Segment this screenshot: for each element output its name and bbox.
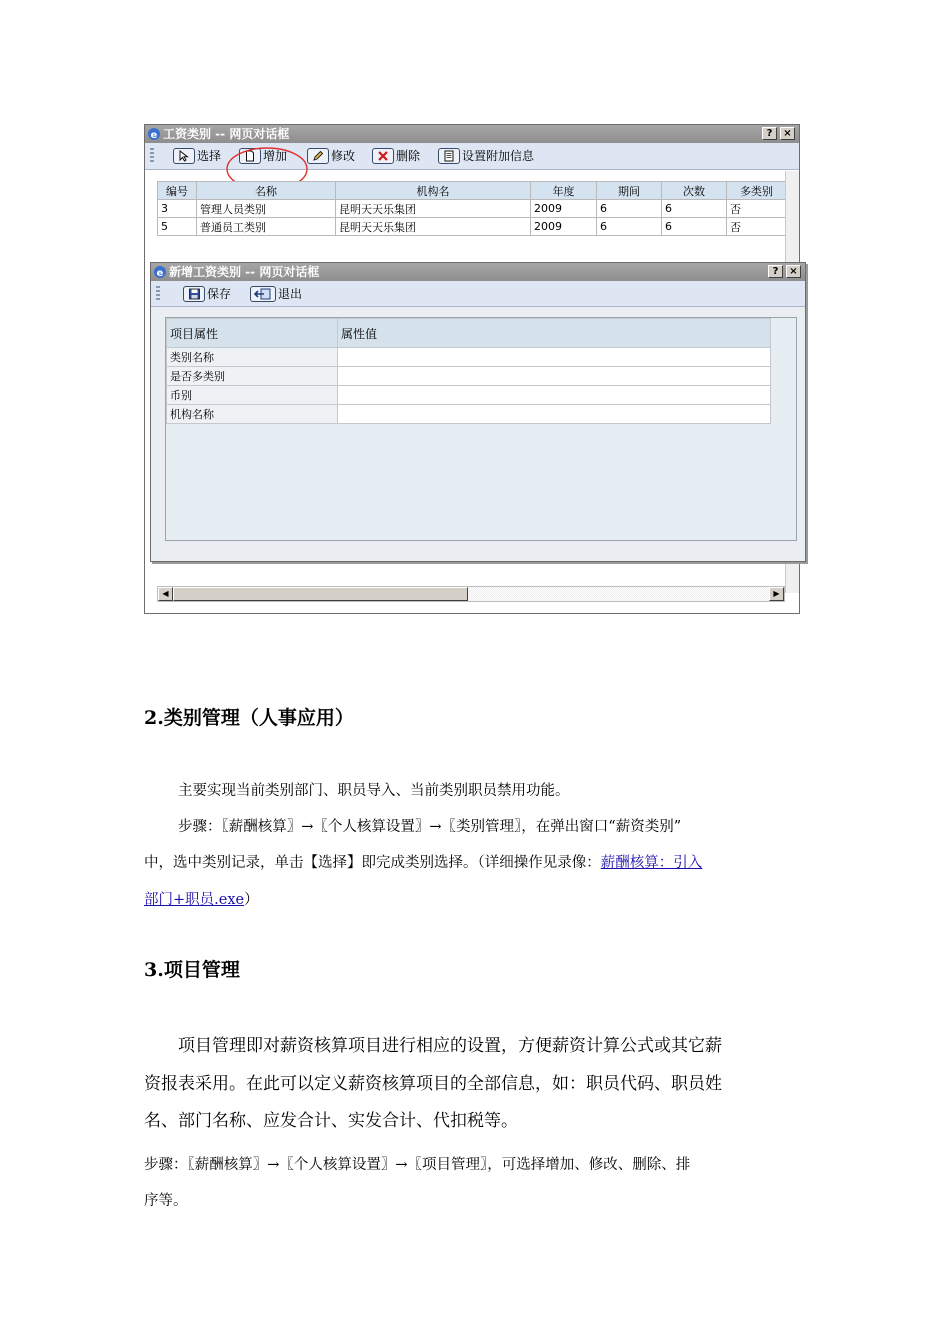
close-paren: ）	[244, 892, 259, 908]
new-dialog-toolbar	[151, 281, 805, 307]
attribute-row	[167, 386, 771, 405]
new-dialog-title: 新增工资类别 -- 网页对话框	[169, 265, 320, 279]
cell-count: 6	[662, 200, 727, 218]
col-header[interactable]: 名称	[197, 182, 336, 200]
save-label: 保存	[207, 287, 232, 301]
col-header[interactable]: 期间	[597, 182, 662, 200]
para-text: 中，选中类别记录，单击【选择】即完成类别选择。（详细操作见录像：	[144, 855, 601, 871]
section-3-para-line-3: 名、部门名称、应发合计、实发合计、代扣税等。	[144, 1111, 518, 1131]
exit-button[interactable]	[250, 285, 302, 303]
table-header-row	[158, 182, 787, 200]
cell-id: 3	[158, 200, 197, 218]
attr-label: 是否多类别	[167, 367, 338, 386]
new-category-dialog	[150, 262, 806, 562]
video-link[interactable]: 部门+职员.exe	[144, 892, 245, 908]
attr-label: 机构名称	[167, 405, 338, 424]
select-label: 选择	[197, 149, 222, 163]
delete-button[interactable]	[372, 147, 420, 165]
cell-multi: 否	[727, 200, 787, 218]
add-label: 增加	[263, 149, 288, 163]
attribute-header-row	[167, 319, 771, 348]
cell-org: 昆明天天乐集团	[336, 200, 531, 218]
exit-label: 退出	[278, 287, 303, 301]
cell-name: 管理人员类别	[197, 200, 336, 218]
select-button[interactable]	[173, 147, 221, 165]
attribute-panel	[165, 317, 797, 541]
currency-field[interactable]	[338, 386, 771, 405]
category-table	[157, 181, 787, 236]
col-header[interactable]: 年度	[531, 182, 597, 200]
section-2-para-2-line-2	[144, 851, 702, 872]
table-row[interactable]	[158, 218, 787, 236]
attribute-row	[167, 348, 771, 367]
edit-button[interactable]	[307, 147, 355, 165]
value-col-header: 属性值	[338, 319, 771, 348]
col-header[interactable]: 次数	[662, 182, 727, 200]
scroll-left-icon[interactable]: ◀	[158, 587, 173, 601]
horizontal-scrollbar[interactable]	[157, 586, 785, 602]
attr-label: 类别名称	[167, 348, 338, 367]
cell-count: 6	[662, 218, 727, 236]
cell-name: 普通员工类别	[197, 218, 336, 236]
edit-label: 修改	[331, 149, 356, 163]
cell-year: 2009	[531, 218, 597, 236]
attribute-row	[167, 367, 771, 386]
attr-col-header: 项目属性	[167, 319, 338, 348]
toolbar-grip-icon[interactable]	[156, 286, 160, 302]
col-header[interactable]: 多类别	[727, 182, 787, 200]
cell-year: 2009	[531, 200, 597, 218]
section-3-para-line-1: 项目管理即对薪资核算项目进行相应的设置，方便薪资计算公式或其它薪	[178, 1036, 722, 1056]
cell-org: 昆明天天乐集团	[336, 218, 531, 236]
section-3-step-line-1: 步骤：〖薪酬核算〗→〖个人核算设置〗→〖项目管理〗，可选择增加、修改、删除、排	[144, 1157, 691, 1173]
help-button[interactable]: ?	[762, 127, 777, 140]
cell-id: 5	[158, 218, 197, 236]
col-header[interactable]: 机构名	[336, 182, 531, 200]
toolbar-grip-icon[interactable]	[150, 148, 154, 164]
section-3-step-line-2: 序等。	[144, 1193, 188, 1209]
multi-category-field[interactable]	[338, 367, 771, 386]
extra-info-button[interactable]	[438, 147, 534, 165]
scroll-thumb[interactable]	[173, 587, 468, 601]
cursor-icon	[173, 148, 195, 164]
section-3-para-line-2: 资报表采用。在此可以定义薪资核算项目的全部信息，如：职员代码、职员姓	[144, 1074, 722, 1094]
ie-icon	[153, 265, 167, 279]
section-2-para-2-line-1: 步骤：〖薪酬核算〗→〖个人核算设置〗→〖类别管理〗，在弹出窗口“薪资类别”	[178, 819, 682, 835]
delete-label: 删除	[396, 149, 421, 163]
list-document-icon	[438, 148, 460, 164]
col-header[interactable]: 编号	[158, 182, 197, 200]
scroll-right-icon[interactable]: ▶	[769, 587, 784, 601]
exit-icon	[250, 286, 276, 302]
dialog-title: 工资类别 -- 网页对话框	[163, 127, 290, 141]
new-dialog-title-bar[interactable]	[151, 263, 805, 281]
svg-text:e: e	[156, 268, 164, 279]
delete-x-icon	[372, 148, 394, 164]
attribute-table	[166, 318, 771, 424]
cell-period: 6	[597, 200, 662, 218]
attribute-row	[167, 405, 771, 424]
section-2-heading: 2.类别管理（人事应用）	[144, 707, 354, 729]
table-row[interactable]	[158, 200, 787, 218]
category-name-field[interactable]	[338, 348, 771, 367]
save-button[interactable]	[183, 285, 231, 303]
video-link[interactable]: 薪酬核算：引入	[600, 855, 703, 871]
section-2-para-2-line-3	[144, 888, 259, 909]
extra-info-label: 设置附加信息	[462, 149, 535, 163]
close-button[interactable]: ×	[786, 265, 801, 278]
cell-period: 6	[597, 218, 662, 236]
cell-multi: 否	[727, 218, 787, 236]
help-button[interactable]: ?	[768, 265, 783, 278]
section-2-para-1: 主要实现当前类别部门、职员导入、当前类别职员禁用功能。	[178, 783, 570, 799]
close-button[interactable]: ×	[780, 127, 795, 140]
ie-icon	[147, 127, 161, 141]
dialog-title-bar[interactable]	[145, 125, 799, 143]
org-name-field[interactable]	[338, 405, 771, 424]
svg-text:e: e	[150, 130, 158, 141]
section-3-heading: 3.项目管理	[144, 959, 240, 981]
attr-label: 币别	[167, 386, 338, 405]
save-disk-icon	[183, 286, 205, 302]
